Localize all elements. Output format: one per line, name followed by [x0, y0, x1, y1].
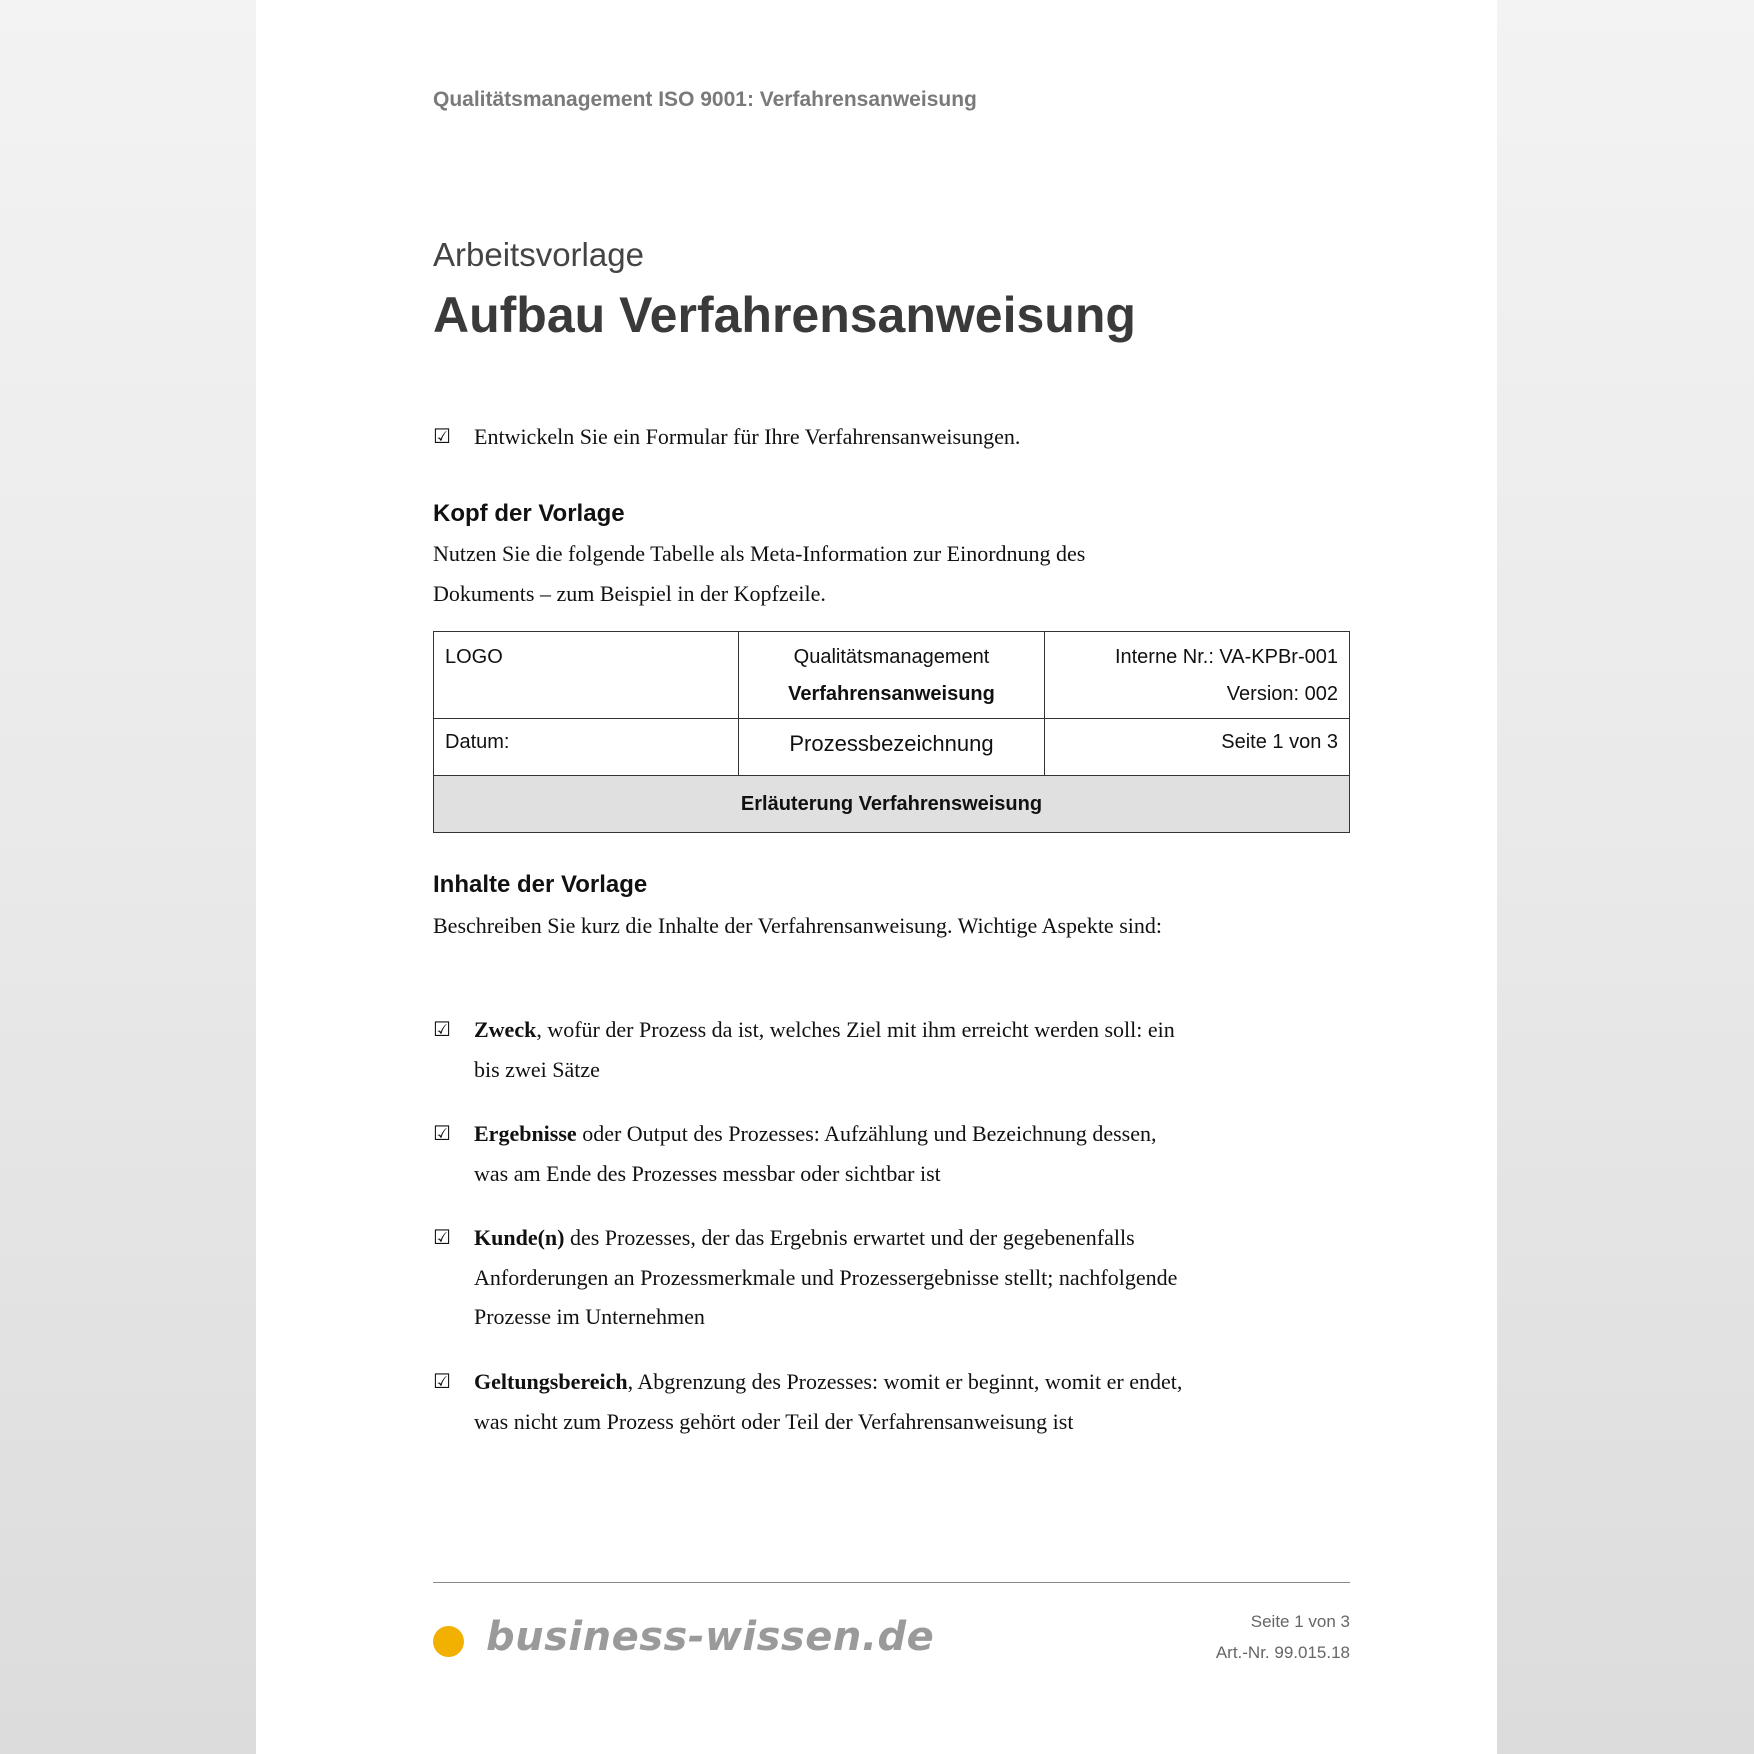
meta-title-cell — [739, 632, 1044, 719]
section-heading-kopf: Kopf der Vorlage — [433, 500, 625, 527]
section-heading-inhalte: Inhalte der Vorlage — [433, 871, 648, 898]
section-inhalte-paragraph: Beschreiben Sie kurz die Inhalte der Verfahrensanweisung. Wichtige Aspekte sind: — [433, 913, 1162, 938]
footer-meta — [1216, 1606, 1350, 1668]
item-term: Ergebnisse — [474, 1121, 577, 1146]
meta-process-cell — [739, 719, 1044, 776]
document-kicker: Arbeitsvorlage — [433, 236, 644, 273]
meta-table-row — [434, 776, 1350, 833]
intro-check-item — [433, 417, 1193, 457]
meta-va-label: Verfahrensanweisung — [788, 683, 995, 705]
checkbox-checked-icon: ☑ — [433, 1017, 451, 1041]
item-term: Zweck — [474, 1017, 537, 1042]
meta-table — [433, 631, 1350, 833]
document-title: Aufbau Verfahrensanweisung — [433, 287, 1136, 343]
checkbox-checked-icon: ☑ — [433, 1225, 451, 1249]
item-description: oder Output des Prozesses: Aufzählung und Bezeichnung dessen, was am Ende des Prozesses messbar oder sichtbar ist — [474, 1121, 1157, 1186]
meta-page-cell — [1044, 719, 1349, 776]
checkbox-checked-icon: ☑ — [433, 1121, 451, 1145]
meta-explanation-band: Erläuterung Verfahrensweisung — [434, 776, 1350, 833]
meta-table-row — [434, 719, 1350, 776]
document-page — [256, 0, 1497, 1754]
meta-table-row — [434, 632, 1350, 719]
footer-divider — [433, 1582, 1350, 1583]
item-description: des Prozesses, der das Ergebnis erwartet und der gegebenenfalls Anforderungen an Prozessmerkmale und Prozessergebnisse stellt; nachfolgende Prozesse im Unternehmen — [474, 1225, 1178, 1329]
brand-dot-icon — [433, 1626, 464, 1657]
item-term: Geltungsbereich — [474, 1369, 628, 1394]
checkbox-checked-icon: ☑ — [433, 424, 451, 448]
content-check-item — [433, 1218, 1193, 1337]
meta-logo-cell — [434, 632, 739, 719]
meta-internal-no: Interne Nr.: VA-KPBr-001 — [1114, 646, 1338, 668]
content-check-item — [433, 1362, 1193, 1441]
meta-date-label: Datum: — [445, 731, 510, 753]
intro-item-text: Entwickeln Sie ein Formular für Ihre Verfahrensanweisungen. — [474, 424, 1021, 449]
item-term: Kunde(n) — [474, 1225, 565, 1250]
item-description: , Abgrenzung des Prozesses: womit er beginnt, womit er endet, was nicht zum Prozess gehört oder Teil der Verfahrensanweisung ist — [474, 1369, 1183, 1434]
content-check-item — [433, 1010, 1193, 1089]
content-check-item — [433, 1114, 1193, 1193]
meta-qm-label: Qualitätsmanagement — [793, 646, 990, 668]
item-description: , wofür der Prozess da ist, welches Ziel mit ihm erreicht werden soll: ein bis zwei Sätze — [474, 1017, 1175, 1082]
brand-logo: business-wissen.de — [486, 1614, 935, 1660]
checkbox-checked-icon: ☑ — [433, 1369, 451, 1393]
meta-ids-cell — [1044, 632, 1349, 719]
meta-page-info: Seite 1 von 3 — [1221, 731, 1338, 753]
footer-article-number: Art.-Nr. 99.015.18 — [1215, 1643, 1350, 1662]
footer-page-number: Seite 1 von 3 — [1250, 1612, 1350, 1631]
meta-date-cell — [434, 719, 739, 776]
meta-process-name: Prozessbezeichnung — [789, 731, 994, 756]
meta-logo: LOGO — [445, 646, 503, 668]
section-kopf-paragraph: Nutzen Sie die folgende Tabelle als Meta-Information zur Einordnung des Dokuments – zum Beispiel in der Kopfzeile. — [433, 541, 1086, 606]
meta-version: Version: 002 — [1226, 683, 1338, 705]
running-header: Qualitätsmanagement ISO 9001: Verfahrensanweisung — [433, 88, 977, 111]
